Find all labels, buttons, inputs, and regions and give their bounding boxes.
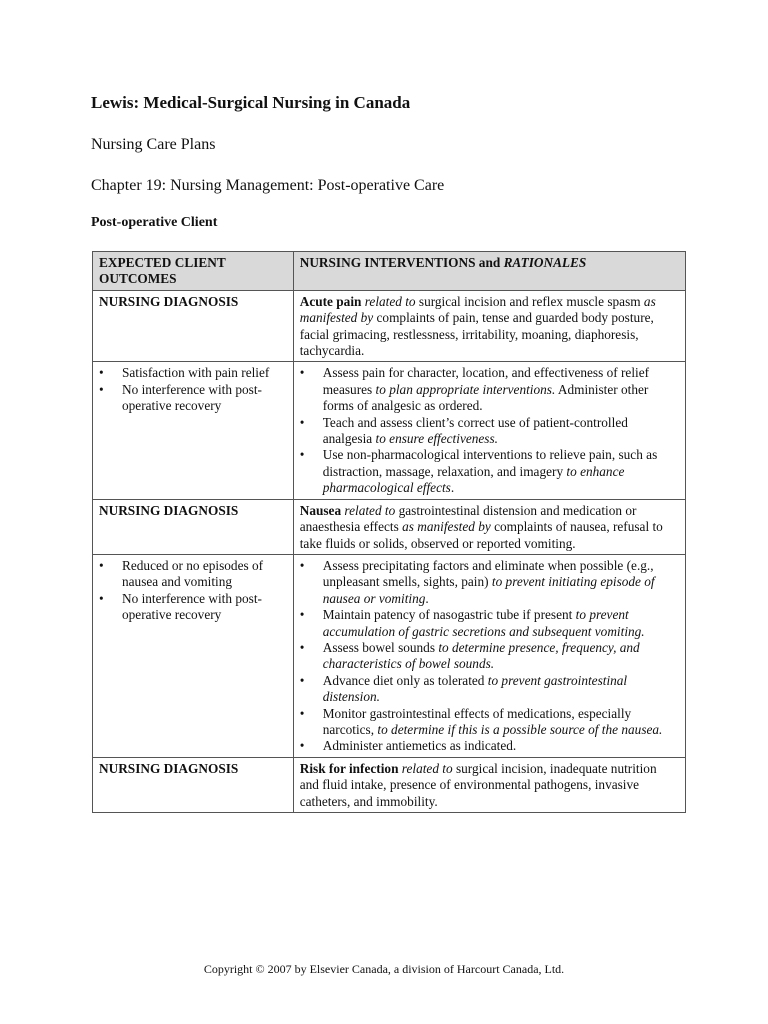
outcome-item: • No interference with post-operative recovery (99, 591, 287, 624)
diagnosis-title: Risk for infection (299, 760, 399, 776)
interventions-header-text: NURSING INTERVENTIONS and (299, 255, 504, 270)
rationale-text: to prevent initiating episode of nausea or vomiting (322, 574, 655, 606)
nursing-diagnosis-label: NURSING DIAGNOSIS (93, 290, 294, 362)
care-plan-body (93, 290, 686, 812)
chapter-title: Chapter 19: Nursing Management: Post-operative Care (91, 177, 445, 194)
document-subtitle: Nursing Care Plans (91, 136, 216, 153)
diagnosis-statement (293, 499, 685, 554)
intervention-text: Maintain patency of nasogastric tube if present (322, 607, 576, 623)
rationale-text: to enhance pharmacological effects (322, 463, 625, 496)
diagnosis-title: Acute pain (299, 293, 362, 309)
nursing-diagnosis-label: NURSING DIAGNOSIS (93, 757, 294, 812)
intervention-text: Teach and assess client’s correct use of patient-controlled analgesia (322, 414, 628, 447)
rationale-text: to prevent accumulation of gastric secretions and subsequent vomiting. (322, 607, 645, 639)
diagnosis-text-segment: as manifested by (299, 293, 656, 326)
rationale-text: to plan appropriate interventions. (375, 381, 556, 397)
diagnosis-text-segment: related to (401, 760, 453, 776)
table-header-row (93, 252, 686, 291)
care-plan-table (92, 251, 686, 813)
intervention-text: Assess precipitating factors and eliminate when possible (e.g., unpleasant smells, sights, pain) (322, 557, 654, 590)
outcomes-column-header: EXPECTED CLIENT OUTCOMES (93, 252, 294, 291)
diagnosis-row (93, 757, 686, 812)
interventions-list (300, 365, 679, 496)
outcomes-list (99, 558, 287, 624)
intervention-item (300, 640, 679, 673)
intervention-text: Assess bowel sounds (322, 639, 439, 655)
diagnosis-text-segment: complaints of pain, tense and guarded body posture, facial grimacing, restlessness, irritability, moaning, diaphoresis, tachycardia. (299, 310, 654, 359)
rationale-text: to ensure effectiveness. (375, 431, 498, 447)
outcomes-interventions-row (93, 362, 686, 499)
diagnosis-text-segment: surgical incision and reflex muscle spasm (415, 293, 644, 309)
diagnosis-text-segment: related to (344, 502, 396, 518)
interventions-column-header (293, 252, 685, 291)
expected-outcomes-cell (93, 554, 294, 757)
intervention-text: . (450, 480, 455, 496)
intervention-item (300, 447, 679, 496)
diagnosis-statement (293, 290, 685, 362)
diagnosis-text-segment: as manifested by (402, 519, 491, 535)
outcomes-list (99, 365, 287, 414)
copyright-footer: Copyright © 2007 by Elsevier Canada, a division of Harcourt Canada, Ltd. (203, 962, 565, 976)
diagnosis-row (93, 499, 686, 554)
intervention-item (300, 365, 679, 414)
rationale-text: to determine presence, frequency, and characteristics of bowel sounds. (322, 639, 640, 672)
intervention-text: Use non-pharmacological interventions to relieve pain, such as distraction, massage, relaxation, and imagery (322, 447, 658, 479)
outcome-item: • No interference with post-operative recovery (99, 382, 287, 415)
outcome-item: • Reduced or no episodes of nausea and vomiting (99, 558, 287, 591)
rationales-header-text: RATIONALES (503, 255, 587, 270)
interventions-cell (293, 362, 685, 499)
diagnosis-text-segment: complaints of nausea, refusal to take fluids or solids, observed or reported vomiting. (299, 519, 663, 551)
intervention-text: Assess pain for character, location, and effectiveness of relief measures (322, 365, 650, 397)
interventions-cell (293, 554, 685, 757)
intervention-text: Advance diet only as tolerated (322, 672, 488, 688)
interventions-list (300, 558, 679, 755)
nursing-diagnosis-label: NURSING DIAGNOSIS (93, 499, 294, 554)
outcome-item: • Satisfaction with pain relief (99, 365, 287, 381)
intervention-item (300, 673, 679, 706)
intervention-item (300, 738, 679, 754)
intervention-item (300, 558, 679, 607)
intervention-item (300, 415, 679, 448)
expected-outcomes-cell (93, 362, 294, 499)
intervention-text: Administer antiemetics as indicated. (322, 738, 517, 754)
diagnosis-row (93, 290, 686, 362)
intervention-item (300, 607, 679, 640)
diagnosis-statement (293, 757, 685, 812)
intervention-text: . (425, 590, 429, 606)
diagnosis-title: Nausea (299, 502, 342, 518)
rationale-text: to prevent gastrointestinal distension. (322, 672, 628, 705)
diagnosis-text-segment: gastrointestinal distension and medication or anaesthesia effects (299, 502, 637, 535)
intervention-text: Monitor gastrointestinal effects of medications, especially narcotics, (322, 705, 632, 737)
diagnosis-text-segment: surgical incision, inadequate nutrition and fluid intake, presence of environmental pathogens, invasive catheters, and immobility. (299, 760, 657, 809)
outcomes-interventions-row (93, 554, 686, 757)
intervention-item (300, 706, 679, 739)
section-title: Post-operative Client (91, 215, 218, 230)
intervention-text: Administer other forms of analgesic as ordered. (322, 381, 649, 414)
diagnosis-text-segment: related to (364, 293, 416, 309)
rationale-text: to determine if this is a possible source of the nausea. (377, 721, 663, 737)
book-title: Lewis: Medical-Surgical Nursing in Canada (91, 93, 411, 112)
